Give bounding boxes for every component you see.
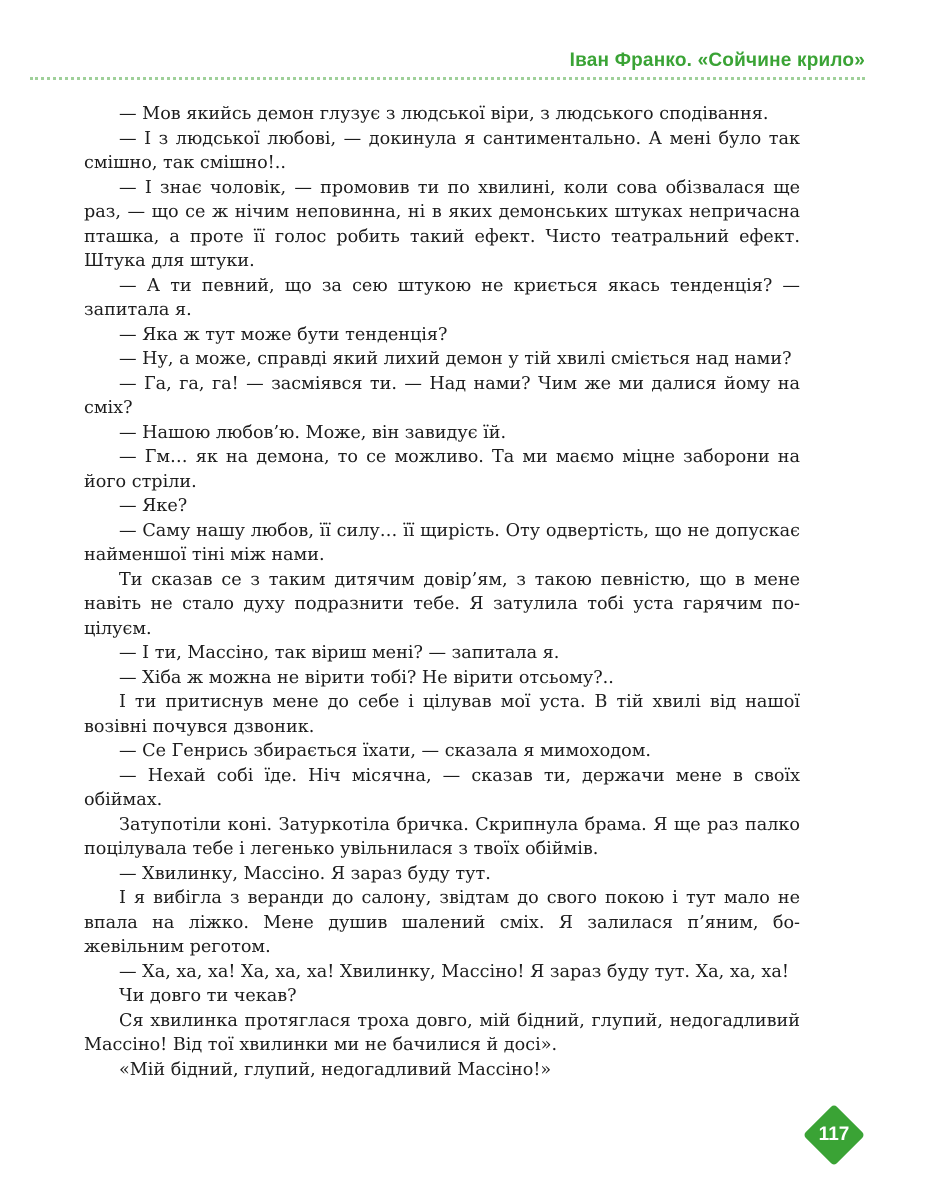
paragraph: — Нашою любов’ю. Може, він завидує їй. [119,422,507,443]
paragraph: — Га, га, га! — засміявся ти. — Над нами? Чим же ми далися йому на сміх? [84,373,800,418]
paragraph: «Мій бідний, глупий, недогадливий Массіно!» [119,1059,552,1080]
paragraph: — І з людської любові, — докинула я сантиментально. А мені було так смішно, так смішно!.. [84,128,800,173]
text-body [84,102,800,1082]
paragraph: — Яка ж тут може бути тенденція? [119,324,448,345]
paragraph: — Ха, ха, ха! Ха, ха, ха! Хвилинку, Массіно! Я зараз буду тут. Ха, ха, ха! [119,961,789,982]
paragraph: Ся хвилинка протяглася троха довго, мій бідний, глупий, недогадливий Массіно! Від тої хвилинки ми не бачилися й досі». [84,1010,800,1055]
paragraph: — Нехай собі їде. Ніч місячна, — сказав ти, держачи мене в своїх обіймах. [84,765,800,810]
paragraph: — Хіба ж можна не вірити тобі? Не вірити отсьому?.. [119,667,614,688]
paragraph: Ти сказав се з таким дитячим довір’ям, з такою певністю, що в мене навіть не стало духу подразнити тебе. Я затулила тобі уста гарячим поцілуєм. [84,569,800,639]
page-number: 117 [818,1124,850,1145]
header-dotted-divider [30,77,865,80]
page-number-badge [803,1104,865,1166]
paragraph: — Гм… як на демона, то се можливо. Та ми маємо міцне заборони на його стріли. [84,447,800,492]
paragraph: Чи довго ти чекав? [119,986,297,1006]
paragraph: — І ти, Массіно, так віриш мені? — запитала я. [119,643,560,663]
paragraph: І ти притиснув мене до себе і цілував мої уста. В тій хвилі від нашої возівні почувся дзвоник. [84,692,800,737]
paragraph: І я вибігла з веранди до салону, звідтам до свого покою і тут мало не впала на ліжко. Мене душив шалений сміх. Я залилася п’яним, божевільним реготом. [84,888,800,957]
paragraph: Затупотіли коні. Затуркотіла бричка. Скрипнула брама. Я ще раз палко поцілувала тебе і легенько увільнилася з твоїх обіймів. [84,814,800,859]
paragraph: — Мов якийсь демон глузує з людської віри, з людського сподівання. [119,104,769,124]
paragraph: — Хвилинку, Массіно. Я зараз буду тут. [119,863,491,884]
paragraph: — Се Генрись збирається їхати, — сказала я мимоходом. [119,741,651,761]
paragraph: — Ну, а може, справді який лихий демон у тій хвилі сміється над нами? [119,349,792,369]
paragraph: — А ти певний, що за сею штукою не криється якась тенденція? — запитала я. [84,275,800,320]
running-header-title: Іван Франко. «Сойчине крило» [569,50,865,71]
paragraph: — І знає чоловік, — промовив ти по хвилині, коли сова обізвалася ще раз, — що се ж нічим неповинна, ні в яких демонських штуках непричасна пташка, а проте її голос робить такий ефект. Чисто театральний ефект. Штука для штуки. [84,177,800,271]
paragraph: — Саму нашу любов, її силу… її щирість. Оту одвертість, що не допускає найменшої тіні між нами. [84,520,800,565]
paragraph: — Яке? [119,496,188,516]
